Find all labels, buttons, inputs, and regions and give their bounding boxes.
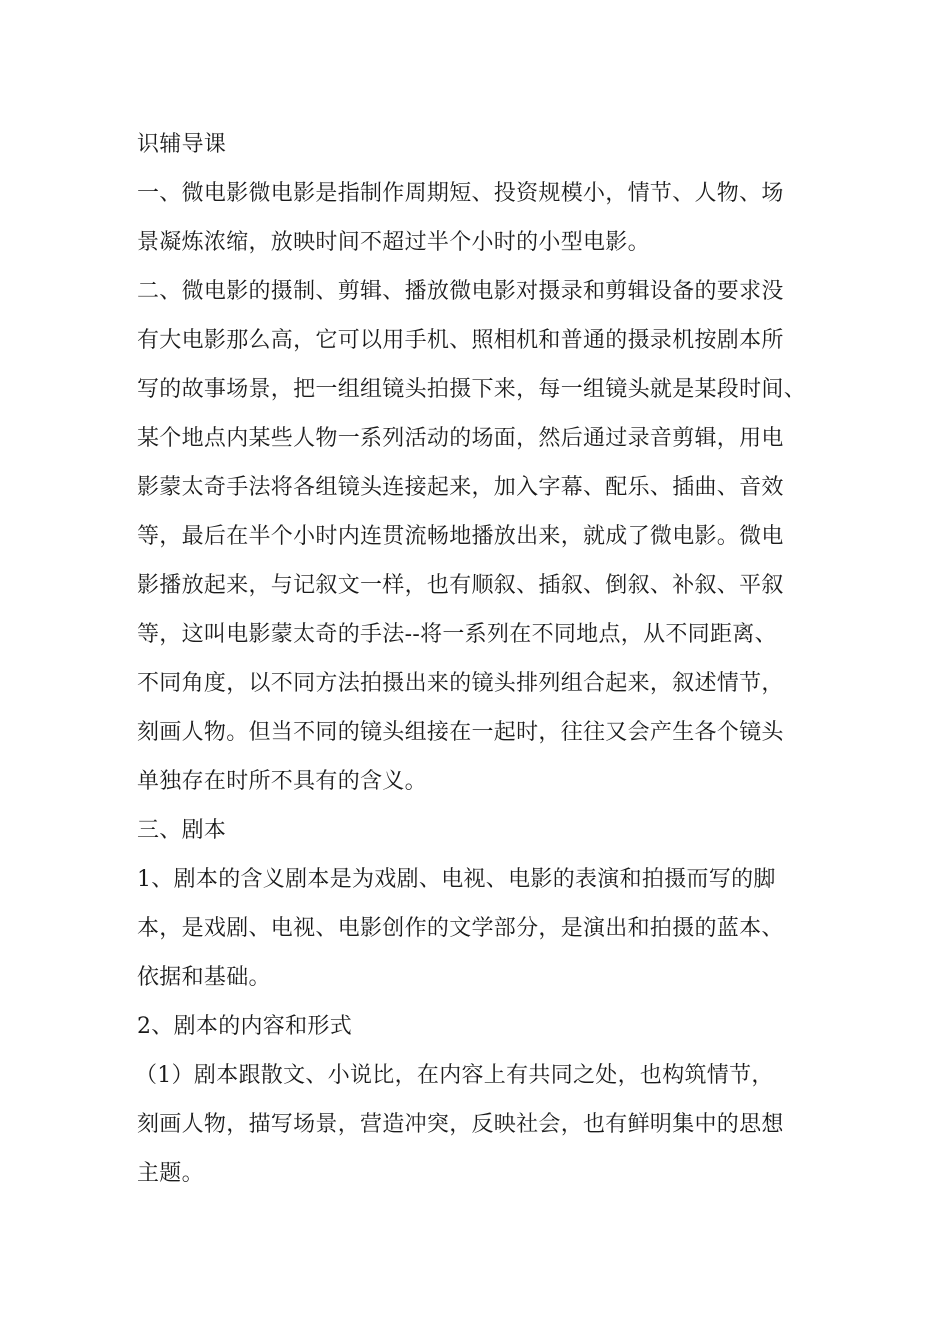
- text-line: 一、微电影微电影是指制作周期短、投资规模小，情节、人物、场: [137, 181, 784, 206]
- text-line: 等，最后在半个小时内连贯流畅地播放出来，就成了微电影。微电: [137, 524, 784, 549]
- text-line: 单独存在时所不具有的含义。: [137, 769, 427, 794]
- section-heading: 三、剧本: [137, 818, 227, 843]
- text-line: 某个地点内某些人物一系列活动的场面，然后通过录音剪辑，用电: [137, 426, 784, 451]
- text-line: 主题。: [137, 1161, 204, 1186]
- text-line: 有大电影那么高，它可以用手机、照相机和普通的摄录机按剧本所: [137, 328, 784, 353]
- text-line: 影播放起来，与记叙文一样，也有顺叙、插叙、倒叙、补叙、平叙: [137, 573, 784, 598]
- text-line: 写的故事场景，把一组组镜头拍摄下来，每一组镜头就是某段时间、: [137, 377, 807, 402]
- subsection-heading: 2、剧本的内容和形式: [137, 1014, 352, 1039]
- text-line: 二、微电影的摄制、剪辑、播放微电影对摄录和剪辑设备的要求没: [137, 279, 784, 304]
- document-body: [137, 120, 827, 1198]
- text-line: 刻画人物。但当不同的镜头组接在一起时，往往又会产生各个镜头: [137, 720, 784, 745]
- text-line: 依据和基础。: [137, 965, 271, 990]
- text-line: 等，这叫电影蒙太奇的手法--将一系列在不同地点，从不同距离、: [137, 622, 777, 647]
- text-line: 刻画人物，描写场景，营造冲突，反映社会，也有鲜明集中的思想: [137, 1112, 784, 1137]
- text-line: 1、剧本的含义剧本是为戏剧、电视、电影的表演和拍摄而写的脚: [137, 867, 776, 892]
- text-line: 景凝炼浓缩，放映时间不超过半个小时的小型电影。: [137, 230, 650, 255]
- text-line: （1）剧本跟散文、小说比，在内容上有共同之处，也构筑情节，: [135, 1063, 774, 1088]
- text-line: 本，是戏剧、电视、电影创作的文学部分，是演出和拍摄的蓝本、: [137, 916, 784, 941]
- text-line: 影蒙太奇手法将各组镜头连接起来，加入字幕、配乐、插曲、音效: [137, 475, 784, 500]
- heading-line: 识辅导课: [137, 132, 227, 157]
- text-line: 不同角度，以不同方法拍摄出来的镜头排列组合起来，叙述情节，: [137, 671, 784, 696]
